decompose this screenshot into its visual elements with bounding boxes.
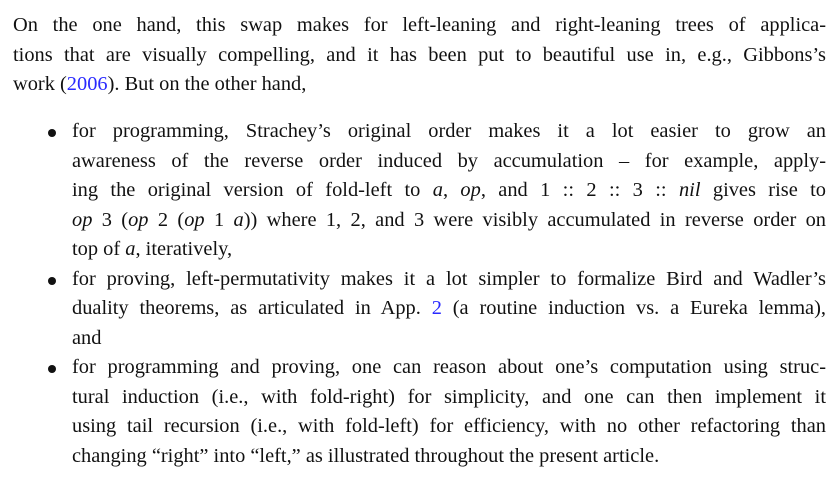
text-run: ing the original version of fold-left to xyxy=(72,179,433,201)
math-var: op xyxy=(128,208,149,231)
bullet-list xyxy=(13,117,826,471)
math-var: op xyxy=(460,179,481,201)
intro-line-3 xyxy=(13,70,826,100)
item2-line-3: and xyxy=(72,326,102,349)
text-run: 3 ( xyxy=(92,208,129,231)
text-run: 1 xyxy=(204,208,234,231)
item1-line-5 xyxy=(72,235,826,265)
math-var: op xyxy=(184,208,205,231)
list-item xyxy=(13,353,826,471)
intro-line-3-post: ). But on the other hand, xyxy=(107,73,307,95)
item2-line-2 xyxy=(72,294,826,324)
item1-line-3 xyxy=(72,176,826,206)
bullet-icon xyxy=(48,365,56,373)
item3-line-3: using tail recursion (i.e., with fold-left) for efficiency, with no other refactoring than xyxy=(72,415,826,437)
bullet-icon xyxy=(48,129,56,137)
text-run: 2 ( xyxy=(148,208,185,231)
math-var: a xyxy=(233,208,244,231)
appendix-link-2[interactable]: 2 xyxy=(431,297,442,319)
text-run: , and 1 :: 2 :: 3 :: xyxy=(480,179,679,201)
intro-paragraph xyxy=(13,11,826,100)
article-excerpt xyxy=(13,11,826,467)
item1-line-4 xyxy=(72,206,826,236)
text-run: , xyxy=(442,179,461,201)
item3-line-4: changing “right” into “left,” as illustrated throughout the present article. xyxy=(72,444,660,467)
text-run: gives rise to xyxy=(700,179,826,201)
text-run: , iteratively, xyxy=(135,238,233,260)
intro-line-2: tions that are visually compelling, and it has been put to beautiful use in, e.g., Gibbons’s xyxy=(13,43,826,66)
math-var: nil xyxy=(678,179,701,201)
math-var: a xyxy=(432,179,443,201)
text-run: duality theorems, as articulated in App. xyxy=(72,297,432,319)
item3-line-2: tural induction (i.e., with fold-right) for simplicity, and one can then implement it xyxy=(72,385,826,408)
text-run: )) where 1, 2, and 3 were visibly accumulated in reverse order on xyxy=(243,208,826,231)
intro-line-1: On the one hand, this swap makes for left-leaning and right-leaning trees of applica- xyxy=(13,14,826,36)
item1-line-1: for programming, Strachey’s original order makes it a lot easier to grow an xyxy=(72,120,826,142)
intro-line-3-pre: work ( xyxy=(13,73,67,95)
list-item xyxy=(13,265,826,354)
math-var: op xyxy=(72,208,93,231)
text-run: (a routine induction vs. a Eureka lemma), xyxy=(441,297,826,319)
item3-line-1: for programming and proving, one can reason about one’s computation using struc- xyxy=(72,356,826,378)
item2-line-1: for proving, left-permutativity makes it a lot simpler to formalize Bird and Wadler’s xyxy=(72,267,826,290)
math-var: a xyxy=(125,238,136,260)
citation-link-2006[interactable]: 2006 xyxy=(66,73,108,95)
list-item xyxy=(13,117,826,265)
item1-line-2: awareness of the reverse order induced by accumulation – for example, apply- xyxy=(72,149,826,172)
text-run: top of xyxy=(72,238,126,260)
bullet-icon xyxy=(48,277,56,285)
